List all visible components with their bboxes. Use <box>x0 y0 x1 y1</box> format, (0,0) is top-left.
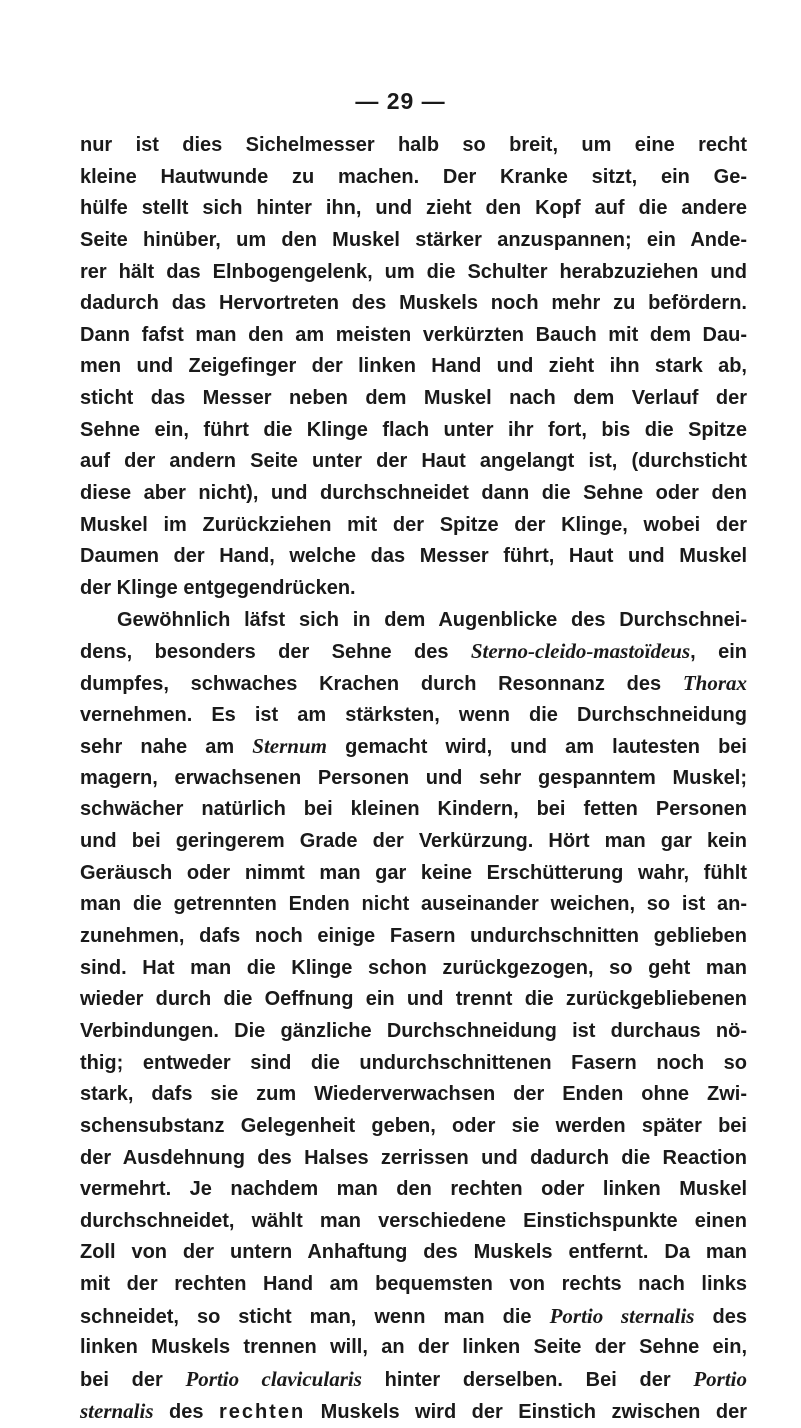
text-line <box>80 731 747 763</box>
text-span: kleine Hautwunde zu machen. Der Kranke sitzt, ein Ge- <box>80 165 747 188</box>
italic-term: Portio clavicularis <box>185 1366 362 1391</box>
text-line <box>80 1237 747 1269</box>
italic-term: Portio <box>693 1366 748 1391</box>
text-line <box>80 889 747 921</box>
text-span: hinter derselben. Bei der <box>361 1368 694 1391</box>
text-line <box>80 1364 747 1396</box>
text-line <box>80 1206 747 1238</box>
italic-term: Sternum <box>252 734 327 759</box>
text-line <box>80 1332 747 1364</box>
text-span: , ein <box>690 641 747 664</box>
text-span: linken Muskels trennen will, an der linken Seite der Sehne ein, <box>80 1336 747 1359</box>
text-span: sehr nahe am <box>80 736 253 759</box>
text-span: dens, besonders der Sehne des <box>80 641 471 664</box>
text-span: stark, dafs sie zum Wiederverwachsen der Enden ohne Zwi- <box>80 1083 747 1106</box>
text-line <box>80 257 747 289</box>
text-line <box>80 288 747 320</box>
page-number: — 29 — <box>355 88 446 114</box>
text-span: schensubstanz Gelegenheit geben, oder sie werden später bei <box>80 1114 747 1137</box>
text-span: diese aber nicht), und durchschneidet dann die Sehne oder den <box>80 482 747 505</box>
text-line <box>80 383 747 415</box>
text-span: rechten <box>218 1400 306 1423</box>
text-span: Geräusch oder nimmt man gar keine Erschütterung wahr, fühlt <box>80 861 747 884</box>
text-span: Seite hinüber, um den Muskel stärker anzuspannen; ein Ande- <box>80 228 747 251</box>
text-span: Verbindungen. Die gänzliche Durchschneidung ist durchaus nö- <box>80 1019 747 1042</box>
text-span: thig; entweder sind die undurchschnittenen Fasern noch so <box>80 1051 747 1074</box>
text-line <box>80 1269 747 1301</box>
text-line <box>80 130 747 162</box>
text-line <box>80 826 747 858</box>
text-line <box>80 1111 747 1143</box>
text-span: bei der <box>80 1368 186 1391</box>
text-span: schneidet, so sticht man, wenn man die <box>80 1305 550 1328</box>
text-line <box>80 605 747 637</box>
text-span: Zoll von der untern Anhaftung des Muskels entfernt. Da man <box>80 1241 747 1264</box>
text-span: des <box>153 1400 219 1423</box>
text-span: wieder durch die Oeffnung ein und trennt die zurückgebliebenen <box>80 988 747 1011</box>
text-line <box>80 510 747 542</box>
text-line <box>80 794 747 826</box>
text-span: magern, erwachsenen Personen und sehr gespanntem Muskel; <box>80 766 747 789</box>
text-span: der Ausdehnung des Halses zerrissen und dadurch die Reaction <box>80 1146 747 1169</box>
text-span: dadurch das Hervortreten des Muskels noch mehr zu befördern. <box>80 292 747 315</box>
italic-term: Portio sternalis <box>549 1303 695 1328</box>
text-line <box>80 1301 747 1333</box>
text-span: nur ist dies Sichelmesser halb so breit, um eine recht <box>80 134 747 156</box>
text-span: hülfe stellt sich hinter ihn, und zieht den Kopf auf die andere <box>80 197 747 220</box>
text-span: zunehmen, dafs noch einige Fasern undurchschnitten geblieben <box>80 925 747 948</box>
text-line <box>80 351 747 383</box>
text-span: vermehrt. Je nachdem man den rechten oder linken Muskel <box>80 1178 747 1201</box>
text-span: auf der andern Seite unter der Haut angelangt ist, (durchsticht <box>80 450 747 473</box>
text-line <box>80 541 747 573</box>
italic-term: Sterno-cleido-mastoïdeus <box>470 639 691 664</box>
text-span: Gewöhnlich läfst sich in dem Augenblicke des Durchschnei- <box>117 608 747 631</box>
text-line <box>80 1174 747 1206</box>
text-span: gemacht wird, und am lautesten bei <box>326 736 747 759</box>
italic-term: sternalis <box>80 1398 154 1423</box>
body-text <box>80 130 747 1427</box>
text-span: rer hält das Elnbogengelenk, um die Schulter herabzuziehen und <box>80 260 747 283</box>
text-line <box>80 478 747 510</box>
text-span: sticht das Messer neben dem Muskel nach dem Verlauf der <box>80 387 747 410</box>
text-span: man die getrennten Enden nicht auseinander weichen, so ist an- <box>80 893 747 916</box>
text-span: des <box>694 1305 747 1328</box>
text-span: men und Zeigefinger der linken Hand und zieht ihn stark ab, <box>80 355 747 378</box>
text-span: Dann fafst man den am meisten verkürzten Bauch mit dem Dau- <box>80 323 747 346</box>
text-line <box>80 1016 747 1048</box>
text-line <box>80 225 747 257</box>
text-line <box>80 573 747 605</box>
text-span: Muskel im Zurückziehen mit der Spitze der Klinge, wobei der <box>80 513 747 536</box>
text-line <box>80 1143 747 1175</box>
text-line <box>80 1079 747 1111</box>
text-span: schwächer natürlich bei kleinen Kindern, bei fetten Personen <box>80 798 747 821</box>
text-line <box>80 1048 747 1080</box>
text-line <box>80 320 747 352</box>
text-line <box>80 415 747 447</box>
text-line <box>80 984 747 1016</box>
italic-term: Thorax <box>682 670 747 695</box>
text-span: der Klinge entgegendrücken. <box>80 576 356 599</box>
text-line <box>80 921 747 953</box>
text-line <box>80 953 747 985</box>
text-line <box>80 1396 747 1428</box>
text-line <box>80 763 747 795</box>
text-line <box>80 858 747 890</box>
text-span: mit der rechten Hand am bequemsten von rechts nach links <box>80 1273 747 1296</box>
text-line <box>80 636 747 668</box>
text-line <box>80 193 747 225</box>
text-span: und bei geringerem Grade der Verkürzung. Hört man gar kein <box>80 830 747 853</box>
text-span: Sehne ein, führt die Klinge flach unter ihr fort, bis die Spitze <box>80 418 747 441</box>
text-span: sind. Hat man die Klinge schon zurückgezogen, so geht man <box>80 956 747 979</box>
text-line <box>80 446 747 478</box>
text-span: Daumen der Hand, welche das Messer führt, Haut und Muskel <box>80 545 747 568</box>
text-span: Muskels wird der Einstich zwischen der <box>305 1400 747 1423</box>
text-span: dumpfes, schwaches Krachen durch Resonnanz des <box>80 672 683 695</box>
text-span: vernehmen. Es ist am stärksten, wenn die Durchschneidung <box>80 703 747 726</box>
text-span: durchschneidet, wählt man verschiedene Einstichspunkte einen <box>80 1209 747 1232</box>
text-line <box>80 162 747 194</box>
text-line <box>80 700 747 732</box>
text-line <box>80 668 747 700</box>
